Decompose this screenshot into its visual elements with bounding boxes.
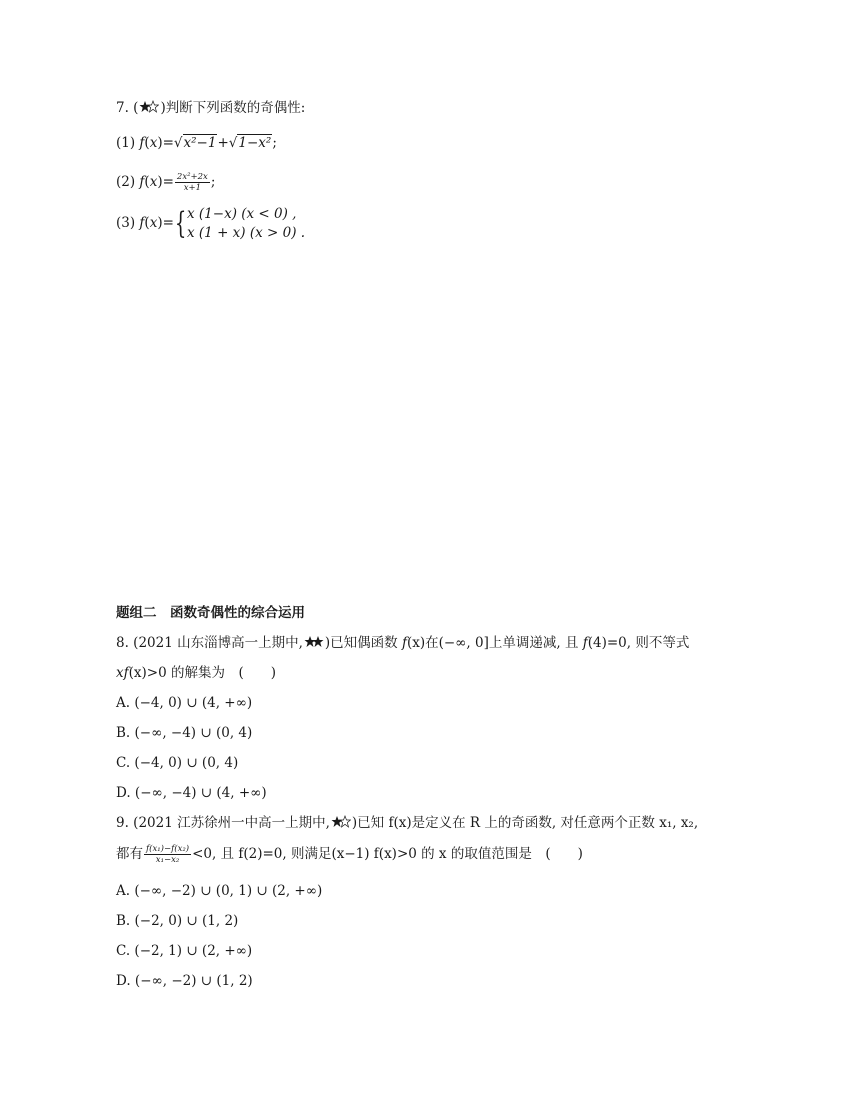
sqrt-expression: √x²−1 — [173, 135, 217, 151]
star-rating-icon — [331, 815, 351, 834]
question-9-stem-line-2: 都有 $\frac{\text{f(x₁)−f(x₂)}}{\text{x₁−x₂}}$ <0, 且 f(2)=0, 则满足(x−1) f(x)>0 的 x 的取值范围是 ( ) — [116, 844, 583, 865]
question-7-stem: 7. ( )判断下列函数的奇偶性: — [116, 99, 305, 119]
left-brace: { — [174, 205, 187, 241]
question-8-stem: 8. (2021 山东淄博高一上期中, )已知偶函数 f(x)在(−∞, 0]上单调递减, 且 f(4)=0, 则不等式 — [116, 634, 689, 654]
sqrt-expression: √1−x² — [228, 135, 272, 151]
fraction: $\frac{\text{2x²+2x}}{x+1}$ — [176, 172, 208, 193]
star-rating-icon — [139, 100, 159, 119]
option-d: D. (−∞, −4) ∪ (4, +∞) — [116, 785, 267, 801]
option-d: D. (−∞, −2) ∪ (1, 2) — [116, 973, 253, 989]
option-c: C. (−4, 0) ∪ (0, 4) — [116, 755, 239, 771]
question-7-part-2: (2) f(x)= $\frac{\text{2x²+2x}}{x+1}$ ; — [116, 172, 216, 193]
option-b: B. (−∞, −4) ∪ (0, 4) — [116, 725, 253, 741]
question-9-stem: 9. (2021 江苏徐州一中高一上期中, )已知 f(x)是定义在 R 上的奇函数, 对任意两个正数 x₁, x₂, — [116, 814, 698, 834]
option-c: C. (−2, 1) ∪ (2, +∞) — [116, 943, 253, 959]
option-a: A. (−4, 0) ∪ (4, +∞) — [116, 695, 253, 711]
option-b: B. (−2, 0) ∪ (1, 2) — [116, 913, 239, 929]
section-heading: 题组二 函数奇偶性的综合运用 — [116, 605, 305, 621]
piecewise-cases: x (1−x) (x < 0) , x (1 + x) (x > 0) . — [187, 205, 306, 241]
option-a: A. (−∞, −2) ∪ (0, 1) ∪ (2, +∞) — [116, 883, 323, 899]
question-7-part-1: (1) f(x)=√x²−1+√1−x²; — [116, 135, 277, 151]
question-text: 判断下列函数的奇偶性: — [165, 100, 306, 116]
question-7-part-3: (3) f(x)={ x (1−x) (x < 0) , x (1 + x) (x > 0) . — [116, 205, 306, 241]
question-8-stem-line-2: xf(x)>0 的解集为 ( ) — [116, 665, 276, 681]
question-number: 7. ( — [116, 100, 139, 116]
star-rating-icon — [304, 635, 324, 654]
fraction: $\frac{\text{f(x₁)−f(x₂)}}{\text{x₁−x₂}}$ — [146, 844, 190, 865]
